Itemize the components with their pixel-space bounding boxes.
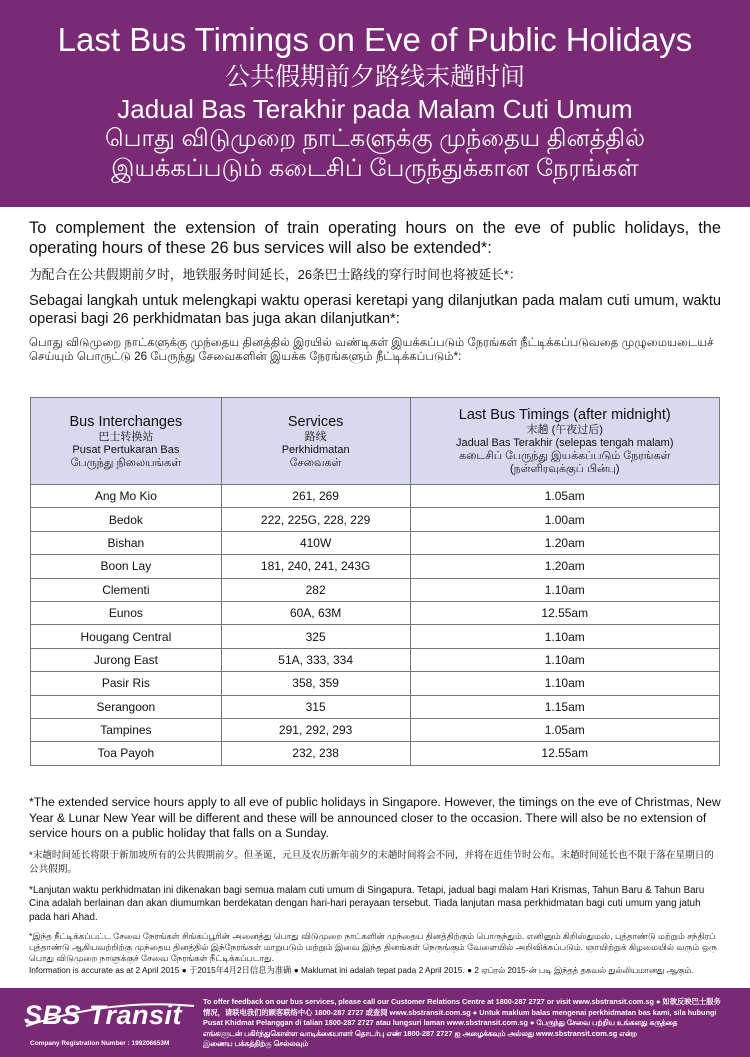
cell-interchange: Bishan <box>31 531 222 554</box>
cell-interchange: Bedok <box>31 508 222 531</box>
cell-interchange: Boon Lay <box>31 555 222 578</box>
cell-services: 291, 292, 293 <box>221 718 410 741</box>
table-row <box>31 485 720 508</box>
company-registration: Company Registration Number : 199206653M <box>30 1040 170 1047</box>
feedback-contact: To offer feedback on our bus services, please call our Customer Relations Centre at 1800-287 2727 or visit www.sbstransit.com.sg ● 如欲反映巴士服务 情况，请联电我们的顾客联络中心 1800-287 2727 或查阅 www.sbstransit.com.sg ● Untuk maklum balas mengenai perkhidmatan bas kami, sila hubungi Pusat Khidmat Pelanggan di talian 1800-287 2727 atau lungsuri laman www.sbstransit.com.sg ● பேருந்து சேவை பற்றிய உங்களது கருத்தை எங்களுடன் பகிர்ந்துகொள்ள வாடிக்கையாளர் தொடர்பு எண் 1800-287 2727 ஐ அழைக்கவும் அல்லது www.sbstransit.com.sg என்ற இணைய பக்கத்திற்கு செல்லவும் <box>203 997 721 1048</box>
table-row <box>31 555 720 578</box>
cell-interchange: Serangoon <box>31 695 222 718</box>
header-banner <box>0 0 750 207</box>
cell-interchange: Toa Payoh <box>31 742 222 765</box>
info-accuracy-line: Information is accurate as at 2 April 2015 ● 于2015年4月2日信息为准确 ● Maklumat ini adalah tepat pada 2 April 2015. ● 2 ஏப்ரல் 2015-ன் படி இந்தத் தகவல் துல்லியமானது ஆகும். <box>29 965 694 975</box>
cell-services: 181, 240, 241, 243G <box>221 555 410 578</box>
cell-interchange: Pasir Ris <box>31 672 222 695</box>
cell-services: 60A, 63M <box>221 601 410 624</box>
cell-timing: 1.05am <box>410 485 720 508</box>
cell-services: 325 <box>221 625 410 648</box>
cell-services: 410W <box>221 531 410 554</box>
title-zh: 公共假期前夕路线末趟时间 <box>224 63 525 91</box>
cell-services: 232, 238 <box>221 742 410 765</box>
footer-banner <box>0 988 750 1057</box>
header-last-bus-timings: Last Bus Timings (after midnight) 末趟 (午夜过后) Jadual Bas Terakhir (selepas tengah malam) கடைசிப் பேருந்து இயக்கப்படும் நேரங்கள் (நள்ளிரவுக்குப் பின்பு) <box>410 398 720 485</box>
intro-ms: Sebagai langkah untuk melengkapi waktu operasi keretapi yang dilanjutkan pada malam cuti umum, waktu operasi bagi 26 perkhidmatan bas juga akan dilanjutkan*: <box>29 293 721 327</box>
cell-timing: 1.10am <box>410 625 720 648</box>
cell-timing: 1.10am <box>410 672 720 695</box>
intro-ta: பொது விடுமுறை நாட்களுக்கு முந்தைய தினத்தில் இரயில் வண்டிகள் இயக்கப்படும் நேரங்கள் நீட்டிக்கப்படுவதை முழுமையடையச் செய்யும் பொருட்டு 26 பேருந்து சேவைகளின் இயக்க நேரங்களும் நீட்டிக்கப்படும்*: <box>29 336 714 363</box>
cell-timing: 1.10am <box>410 648 720 671</box>
table-row <box>31 578 720 601</box>
table-row <box>31 718 720 741</box>
intro-en: To complement the extension of train operating hours on the eve of public holidays, the operating hours of these 26 bus services will also be extended*: <box>29 219 721 257</box>
cell-interchange: Clementi <box>31 578 222 601</box>
sbs-transit-logo: SBS Transit <box>24 1000 183 1030</box>
title-ta-line1: பொது விடுமுறை நாட்களுக்கு முந்தைய தினத்தில் <box>105 125 645 152</box>
table-row <box>31 742 720 765</box>
cell-services: 315 <box>221 695 410 718</box>
cell-timing: 12.55am <box>410 742 720 765</box>
cell-interchange: Hougang Central <box>31 625 222 648</box>
cell-timing: 12.55am <box>410 601 720 624</box>
table-row <box>31 672 720 695</box>
title-ms: Jadual Bas Terakhir pada Malam Cuti Umum <box>117 94 633 124</box>
cell-interchange: Tampines <box>31 718 222 741</box>
footnotes <box>29 795 721 964</box>
cell-timing: 1.15am <box>410 695 720 718</box>
table-header-row <box>31 398 720 485</box>
intro-section <box>29 218 721 364</box>
cell-services: 282 <box>221 578 410 601</box>
cell-services: 261, 269 <box>221 485 410 508</box>
table-row <box>31 508 720 531</box>
cell-interchange: Ang Mo Kio <box>31 485 222 508</box>
table-row <box>31 531 720 554</box>
table-row <box>31 601 720 624</box>
intro-zh: 为配合在公共假期前夕时，地铁服务时间延长，26条巴士路线的穿行时间也将被延长*： <box>29 267 522 282</box>
note-en: *The extended service hours apply to all eve of public holidays in Singapore. However, the timings on the eve of Christmas, New Year & Lunar New Year will be different and these will be announced closer to the occasion. There will also be no extension of service hours on a public holiday that falls on a Sunday. <box>29 795 721 840</box>
cell-interchange: Jurong East <box>31 648 222 671</box>
title-ta-line2: இயக்கப்படும் கடைசிப் பேருந்துக்கான நேரங்கள் <box>111 155 639 182</box>
cell-timing: 1.05am <box>410 718 720 741</box>
cell-timing: 1.00am <box>410 508 720 531</box>
note-ta: *இந்த நீட்டிக்கப்பட்ட சேவை நேரங்கள் சிங்கப்பூரின் அனைத்து பொது விடுமுறை நாட்களின் முந்தைய தினத்திற்கும் பொருந்தும். எனினும் கிறிஸ்துமஸ், புத்தாண்டு மற்றும் சந்திரப் புத்தாண்டு ஆகியவற்றிற்கு முந்தைய தினத்தில் இந்நேரங்கள் மாறுபடும் மற்றும் இவை இந்த தினங்கள் நெருங்கும் வேளையில் அறிவிக்கப்படும். ஞாயிற்றுக் கிழமையில் வரும் ஒரு பொது விடுமுறை நாளுக்குச் சேவை நேரங்கள் நீட்டிக்கப்படாது. <box>29 931 717 963</box>
note-zh: *末趟时间延长将限于新加坡所有的公共假期前夕。但圣诞，元旦及农历新年前夕的末趟时间将会不同，并将在近佳节时公布。末趟时间延长也不限于落在星期日的公共假期。 <box>29 849 714 875</box>
note-ms: *Lanjutan waktu perkhidmatan ini dikenakan bagi semua malam cuti umum di Singapura. Tetapi, jadual bagi malam Hari Krismas, Tahun Baru & Tahun Baru Cina adalah berlainan dan akan diumumkan berdekatan dengan hari-hari perayaan tersebut. Tiada lanjutan masa perkhidmatan bagi cuti umum yang jatuh pada hari Ahad. <box>29 884 705 923</box>
cell-services: 358, 359 <box>221 672 410 695</box>
title-en: Last Bus Timings on Eve of Public Holidays <box>57 21 693 58</box>
cell-timing: 1.20am <box>410 531 720 554</box>
cell-timing: 1.10am <box>410 578 720 601</box>
cell-timing: 1.20am <box>410 555 720 578</box>
header-services: Services 路线 Perkhidmatan சேவைகள் <box>221 398 410 485</box>
table-row <box>31 625 720 648</box>
cell-interchange: Eunos <box>31 601 222 624</box>
last-bus-timings-table <box>30 397 720 766</box>
table-row <box>31 648 720 671</box>
header-bus-interchanges: Bus Interchanges 巴士转换站 Pusat Pertukaran Bas பேருந்து நிலையங்கள் <box>31 398 222 485</box>
table-row <box>31 695 720 718</box>
cell-services: 222, 225G, 228, 229 <box>221 508 410 531</box>
cell-services: 51A, 333, 334 <box>221 648 410 671</box>
